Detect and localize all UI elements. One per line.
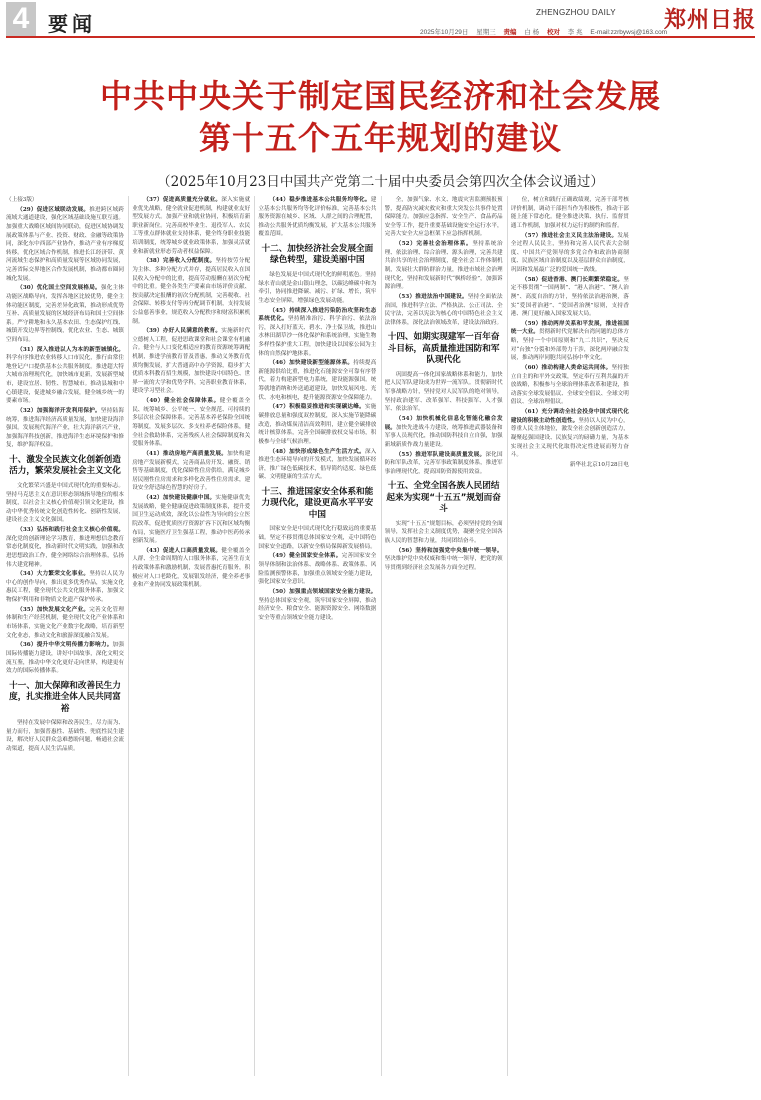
section-title: 要闻 — [48, 12, 96, 36]
article-paragraph: （55）推进军队建设高质量发展。深化国防和军队改革，完善军事政策制度体系，推进军事治理现代化，提高国防资源使用效益。 — [384, 451, 503, 475]
article-paragraph: 坚持在发展中保障和改善民生，尽力而为、量力而行，加强普惠性、基础性、兜底性民生建设，解决好人民群众急难愁盼问题，畅通社会流动渠道，提高人民生活品质。 — [6, 720, 124, 753]
paragraph-lead: （50）加强重点领域国家安全能力建设。 — [269, 589, 377, 595]
section-heading: 十一、加大保障和改善民生力度，扎实推进全体人民共同富裕 — [9, 680, 121, 714]
page-number: 4 — [6, 2, 36, 36]
article-paragraph: （44）稳步推进基本公共服务均等化。建立基本公共服务均等化评价标准，完善基本公共服务资源在城乡、区域、人群之间的合理配置，推动公共服务优质均衡发展，扩大基本公共服务覆盖范围。 — [258, 197, 377, 238]
section-heading: 十二、加快经济社会发展全面绿色转型，建设美丽中国 — [261, 243, 374, 266]
column-divider — [254, 196, 255, 1076]
article-paragraph: （42）加快建设健康中国。实施健康优先发展战略，健全健康促进政策制度体系，提升爱国卫生运动成效，深化以公益性为导向的公立医院改革，促进优质医疗资源扩容下沉和区域均衡布局，实施医疗卫生强基工程，推动中医药传承创新发展。 — [132, 495, 251, 545]
paragraph-lead: （35）加快发展文化产业。 — [17, 606, 90, 613]
article-column — [258, 196, 376, 1076]
article-column — [6, 196, 124, 1076]
column-divider — [128, 196, 129, 1076]
paragraph-lead: （55）推进军队建设高质量发展。 — [395, 451, 486, 458]
proof-name: 李 兆 — [567, 29, 583, 36]
page-header — [0, 0, 761, 46]
editor-name: 白 杨 — [524, 29, 540, 36]
article-paragraph: （45）持续深入推进污染防治攻坚和生态系统优化。坚持精准治污、科学治污、依法治污，深入打好蓝天、碧水、净土保卫战，推进山水林田湖草沙一体化保护和系统治理，实施生物多样性保护重大工程，加快建设以国家公园为主体的自然保护地体系。 — [258, 307, 377, 357]
headline-line-1: 中共中央关于制定国民经济和社会发展 — [99, 77, 661, 115]
paragraph-lead: （61）充分调动全社会投身中国式现代化建设的积极主动性创造性。 — [510, 409, 629, 424]
article-paragraph: （54）加快机械化信息化智能化融合发展。加快先进战斗力建设，统筹推进武器装备和军事人员现代化，推动国防科技自立自强，加强新域新质作战力量建设。 — [384, 415, 503, 448]
column-divider — [507, 196, 508, 1076]
paragraph-lead: （52）完善社会治理体系。 — [395, 241, 473, 248]
article-paragraph: （59）推动两岸关系和平发展，推进祖国统一大业。贯彻新时代党解决台湾问题的总体方略，坚持一个中国原则和“九二共识”，坚决反对“台独”分裂和外部势力干涉，深化两岸融合发展，推动两岸同胞共同弘扬中华文化。 — [510, 320, 629, 362]
article-paragraph: （36）提升中华文明传播力影响力。加强国际传播能力建设，讲好中国故事，深化文明交流互鉴，推动中华文化更好走向世界，构建更有效力的国际传播体系。 — [6, 642, 124, 675]
section-heading: 十、激发全民族文化创新创造活力，繁荣发展社会主义文化 — [9, 454, 121, 477]
paragraph-lead: （57）推进社会主义民主法治建设。 — [521, 232, 618, 239]
paragraph-lead: （44）稳步推进基本公共服务均等化。 — [269, 197, 371, 203]
section-heading: 十三、推进国家安全体系和能力现代化，建设更高水平平安中国 — [261, 486, 374, 520]
article-paragraph: （56）坚持和加强党中央集中统一领导。坚决维护党中央权威和集中统一领导，把党的领导贯彻到经济社会发展各方面全过程。 — [384, 547, 503, 571]
article-paragraph: （29）促进区域联动发展。推进跨区域跨流域大通道建设，强化区域基础设施互联互通。加强重大战略区域间协同联动，促进区域协调发展政策体系与产业、投资、财政、金融等政策协同，深化东中西部产业协作，推动产业有序梯度转移。优化区域合作机制，推进长江经济带、黄河流域生态保护和高质量发展等区域协同发展，完善省际交界地区合作发展机制，推动都市圈同城化发展。 — [6, 206, 124, 282]
article-paragraph: （47）积极稳妥推进和实现碳达峰。实施碳排放总量和强度双控制度，深入实施节能降碳改造，推动煤炭清洁高效利用，建立健全碳排放统计核算体系，完善全国碳排放权交易市场，积极参与全球气候治理。 — [258, 404, 377, 445]
article-paragraph: （53）推进法治中国建设。坚持全面依法治国，推进科学立法、严格执法、公正司法、全民守法，完善以宪法为核心的中国特色社会主义法律体系，深化法治领域改革，建设法治政府。 — [384, 293, 503, 326]
paragraph-lead: （47）积极稳妥推进和实现碳达峰。 — [269, 404, 365, 411]
paragraph-lead: （40）健全社会保障体系。 — [143, 398, 220, 405]
article-paragraph: （31）深入推进以人为本的新型城镇化。科学有序推进农业转移人口市民化，推行由常住地登记户口提供基本公共服务制度。推进超大特大城市治理现代化，加快城市更新，发展新型城市，建设宜居、韧性、智慧城市。推动县城和中心镇建设，促进城乡融合发展，健全城乡统一的要素市场。 — [6, 346, 124, 405]
paragraph-lead: （33）弘扬和践行社会主义核心价值观。 — [17, 527, 124, 534]
paragraph-lead: （43）促进人口高质量发展。 — [143, 547, 222, 554]
paragraph-lead: （30）优化国土空间发展格局。 — [17, 285, 101, 292]
article-paragraph: （43）促进人口高质量发展。健全覆盖全人群、全生命周期的人口服务体系，完善生育支持政策体系和激励机制，发展普惠托育服务，积极应对人口老龄化，发展银发经济，健全养老事业和产业协同发展政策机制。 — [132, 547, 251, 589]
article-paragraph: （52）完善社会治理体系。坚持系统治理、依法治理、综合治理、源头治理，完善共建共治共享的社会治理制度，健全社会工作体制机制，发展壮大群防群治力量，推进市域社会治理现代化，坚持和发展新时代“枫桥经验”，加强诉源治理。 — [384, 241, 503, 291]
header-rule — [6, 36, 755, 38]
paragraph-lead: （58）促进香港、澳门长期繁荣稳定。 — [521, 276, 624, 283]
editor-label: 责编 — [503, 29, 517, 36]
article-paragraph: （50）加强重点领域国家安全能力建设。坚持总体国家安全观，筑牢国家安全屏障，推动经济安全、粮食安全、能源资源安全、网络数据安全等重点领域安全能力建设。 — [258, 589, 377, 621]
article-column — [132, 196, 250, 1076]
contact-email: E-mail:zzrbywsj@163.com — [590, 29, 668, 36]
article-paragraph: （上接3版） — [6, 197, 38, 203]
article-paragraph: （34）大力繁荣文化事业。坚持以人民为中心的创作导向，推出更多优秀作品，实施文化惠民工程，健全现代公共文化服务体系，加强文物保护利用和非物质文化遗产保护传承。 — [6, 571, 124, 604]
paragraph-lead: （39）办好人民满意的教育。 — [143, 328, 222, 335]
article-paragraph: 文化繁荣兴盛是中国式现代化的重要标志。坚持马克思主义在意识形态领域指导地位的根本制度，以社会主义核心价值观引领文化建设，推动中华优秀传统文化创造性转化、创新性发展，建设社会主义文化强国。 — [6, 482, 124, 524]
article-paragraph: （57）推进社会主义民主法治建设。发展全过程人民民主，坚持和完善人民代表大会制度、中国共产党领导的多党合作和政治协商制度、民族区域自治制度以及基层群众自治制度，巩固和发展最广泛的爱国统一战线。 — [510, 232, 629, 273]
article-paragraph: （49）健全国家安全体系。完善国家安全领导体制和法治体系、战略体系、政策体系、风险监测预警体系，加强重点领域安全能力建设，强化国家安全意识。 — [258, 553, 377, 586]
paragraph-lead: （32）加强海洋开发利用保护。 — [17, 408, 101, 414]
article-paragraph: （58）促进香港、澳门长期繁荣稳定。坚定不移贯彻“一国两制”、“港人治港”、“澳人治澳”、高度自治的方针，坚持依法治港治澳，落实“爱国者治港”、“爱国者治澳”原则，支持香港、澳门更好融入国家发展大局。 — [510, 276, 629, 318]
paragraph-lead: （45）持续深入推进污染防治攻坚和生态系统优化。 — [258, 307, 377, 323]
paragraph-lead: （46）加快建设新型能源体系。 — [269, 360, 354, 367]
paragraph-lead: （54）加快机械化信息化智能化融合发展。 — [384, 415, 503, 431]
paragraph-lead: （53）推进法治中国建设。 — [395, 293, 468, 300]
newspaper-logo: 郑州日报 — [664, 7, 757, 33]
paragraph-lead: （31）深入推进以人为本的新型城镇化。 — [17, 346, 124, 353]
article-paragraph: （35）加快发展文化产业。完善文化管理体制和生产经营机制，健全现代文化产业体系和市场体系，实施文化产业数字化战略，培育新型文化业态，推动文化和旅游深度融合发展。 — [6, 606, 124, 639]
article-paragraph: 实现“十五五”规划目标，必须坚持党的全面领导，发挥社会主义制度优势，凝聚全党全国各族人民的智慧和力量，共同团结奋斗。 — [384, 520, 503, 544]
article-paragraph: 全，加强气象、水文、地震灾害监测预报预警，提高防灾减灾救灾和重大突发公共事件处置保障能力。加强应急指挥、安全生产、食品药品安全等工作，提升重要基础设施安全运行水平，完善大安全大应急框架下应急指挥机制。 — [384, 197, 503, 238]
paragraph-lead: （42）加快建设健康中国。 — [143, 495, 216, 502]
article-paragraph: 位，树立和践行正确政绩观，完善干部考核评价机制，调动干部担当作为积极性，推动干部能上能下常态化。健全推进决策、执行、监督贯通工作机制，加强对权力运行的制约和监督。 — [510, 197, 629, 229]
paragraph-lead: （49）健全国家安全体系。 — [269, 553, 342, 560]
article-column — [385, 196, 503, 1076]
article-paragraph: （32）加强海洋开发利用保护。坚持陆海统筹，推进海洋经济高质量发展，加快建设海洋强国。发展现代海洋产业，壮大海洋新兴产业，加强海洋科技创新，推进海洋生态环境保护和修复，维护海洋权益。 — [6, 408, 124, 449]
brand-english-name: ZHENGZHOU DAILY — [536, 8, 616, 17]
paragraph-lead: （36）提升中华文明传播力影响力。 — [17, 642, 113, 649]
paragraph-lead: （48）加快形成绿色生产生活方式。 — [269, 448, 365, 455]
paragraph-lead: （41）推动房地产高质量发展。 — [143, 450, 228, 457]
article-paragraph: （60）推动构建人类命运共同体。坚持独立自主的和平外交政策，坚定奉行互利共赢的开放战略，积极参与全球治理体系改革和建设，推动落实全球发展倡议、全球安全倡议、全球文明倡议、全球治理倡议。 — [510, 365, 629, 406]
article-paragraph: 新华社北京10月28日电 — [569, 461, 629, 468]
article-paragraph: （46）加快建设新型能源体系。持续提高新能源供给比重，推进化石能源安全可靠有序替代，着力构建新型电力系统，建设能源强国。统筹就地消纳和外送通道建设，加快发展风电、光伏、水电和核电，提升能源资源安全保障能力。 — [258, 360, 377, 401]
article-body — [6, 196, 755, 1076]
article-paragraph: （37）促进高质量充分就业。深入实施就业优先战略，健全就业促进机制，构建就业友好型发展方式。加强产业和就业协同，积极培育新职业新岗位。完善高校毕业生、退役军人、农民工等重点群体就业支持体系，健全终身职业技能培训制度，统筹城乡就业政策体系，加强灵活就业和新就业形态劳动者权益保障。 — [132, 197, 251, 255]
article-column — [511, 196, 629, 1076]
issue-date: 2025年10月29日 — [420, 29, 469, 36]
paragraph-lead: （38）完善收入分配制度。 — [143, 258, 216, 265]
article-paragraph: （48）加快形成绿色生产生活方式。深入推进生态环境导向的开发模式，加快发展循环经济，推广绿色低碳技术，倡导简约适度、绿色低碳、文明健康的生活方式。 — [258, 448, 377, 481]
article-paragraph: （38）完善收入分配制度。坚持按劳分配为主体、多种分配方式并存，提高居民收入在国民收入分配中的比重，提高劳动报酬在初次分配中的比重。健全各类生产要素由市场评价贡献、按贡献决定报酬的初次分配机制，完善税收、社会保障、转移支付等再分配调节机制，支持发展公益慈善事业，规范收入分配秩序和财富积累机制。 — [132, 258, 251, 325]
article-paragraph: 巩固提高一体化国家战略体系和能力，加快把人民军队建设成为世界一流军队。贯彻新时代军事战略方针，坚持党对人民军队的绝对领导，坚持政治建军、改革强军、科技强军、人才强军、依法治军。 — [384, 371, 503, 413]
proof-label: 校对 — [546, 29, 560, 36]
issue-meta — [420, 27, 673, 36]
article-paragraph: （39）办好人民满意的教育。实施新时代立德树人工程，促进思政课堂和社会课堂有机融合。健全与人口变化相适应的教育资源统筹调配机制，推进学前教育普及普惠，推动义务教育优质均衡发展，扩大普通高中办学资源，稳步扩大优质本科教育招生规模，加快建设中国特色、世界一流的大学和优势学科，完善职业教育体系，建设学习型社会。 — [132, 328, 251, 395]
section-heading: 十四、如期实现建军一百年奋斗目标，高质量推进国防和军队现代化 — [387, 332, 500, 366]
paragraph-lead: （29）促进区域联动发展。 — [17, 206, 90, 213]
paragraph-lead: （34）大力繁荣文化事业。 — [17, 571, 90, 578]
paragraph-lead: （56）坚持和加强党中央集中统一领导。 — [395, 547, 503, 554]
article-paragraph: （30）优化国土空间发展格局。强化主体功能区战略导向，发挥各地区比较优势，健全主体功能区制度，完善差异化政策，推动形成优势互补、高质量发展的区域经济布局和国土空间体系。严守耕地和永久基本农田、生态保护红线、城镇开发边界等控制线，优化农业、生态、城镇空间布局。 — [6, 285, 124, 343]
article-paragraph: （41）推动房地产高质量发展。加快构建房地产发展新模式，完善商品房开发、融资、销售等基础制度，优化保障性住房供给，满足城乡居民刚性住房需求和多样化改善性住房需求，建设安全舒适绿色智慧的好房子。 — [132, 450, 251, 492]
article-paragraph: 绿色发展是中国式现代化的鲜明底色。坚持绿水青山就是金山银山理念，以碳达峰碳中和为牵引，协同推进降碳、减污、扩绿、增长，筑牢生态安全屏障，增强绿色发展动能。 — [258, 271, 377, 304]
article-paragraph: 国家安全是中国式现代化行稳致远的重要基础。坚定不移贯彻总体国家安全观，走中国特色国家安全道路，以新安全格局保障新发展格局。 — [258, 526, 377, 550]
headline-line-2: 第十五个五年规划的建议 — [198, 119, 562, 157]
article-paragraph: （61）充分调动全社会投身中国式现代化建设的积极主动性创造性。坚持以人民为中心，尊重人民主体地位，激发全社会创新创造活力，凝聚起强国建设、民族复兴的磅礴力量，为基本实现社会主义现代化取得决定性进展而努力奋斗。 — [510, 409, 629, 459]
paragraph-lead: （59）推动两岸关系和平发展，推进祖国统一大业。 — [510, 320, 629, 336]
section-heading: 十五、全党全国各族人民团结起来为实现“十五五”规划而奋斗 — [386, 481, 501, 515]
headline-subtitle: （2025年10月23日中国共产党第二十届中央委员会第四次全体会议通过） — [157, 174, 604, 190]
paragraph-lead: （37）促进高质量充分就业。 — [143, 197, 222, 203]
article-paragraph: （33）弘扬和践行社会主义核心价值观。深化党的创新理论学习教育，推进理想信念教育常态化制度化，推动新时代文明实践，加强和改进思想政治工作，健全网络综合治理体系，弘扬伟大建党精神。 — [6, 527, 124, 568]
column-divider — [381, 196, 382, 1076]
article-paragraph: （40）健全社会保障体系。健全覆盖全民、统筹城乡、公平统一、安全规范、可持续的多层次社会保障体系。完善基本养老保险全国统筹制度，发展多层次、多支柱养老保险体系，健全社会救助体系，完善残疾人社会保障制度和关爱服务体系。 — [132, 398, 251, 448]
paragraph-lead: （60）推动构建人类命运共同体。 — [521, 365, 612, 372]
issue-weekday: 星期三 — [476, 29, 496, 36]
